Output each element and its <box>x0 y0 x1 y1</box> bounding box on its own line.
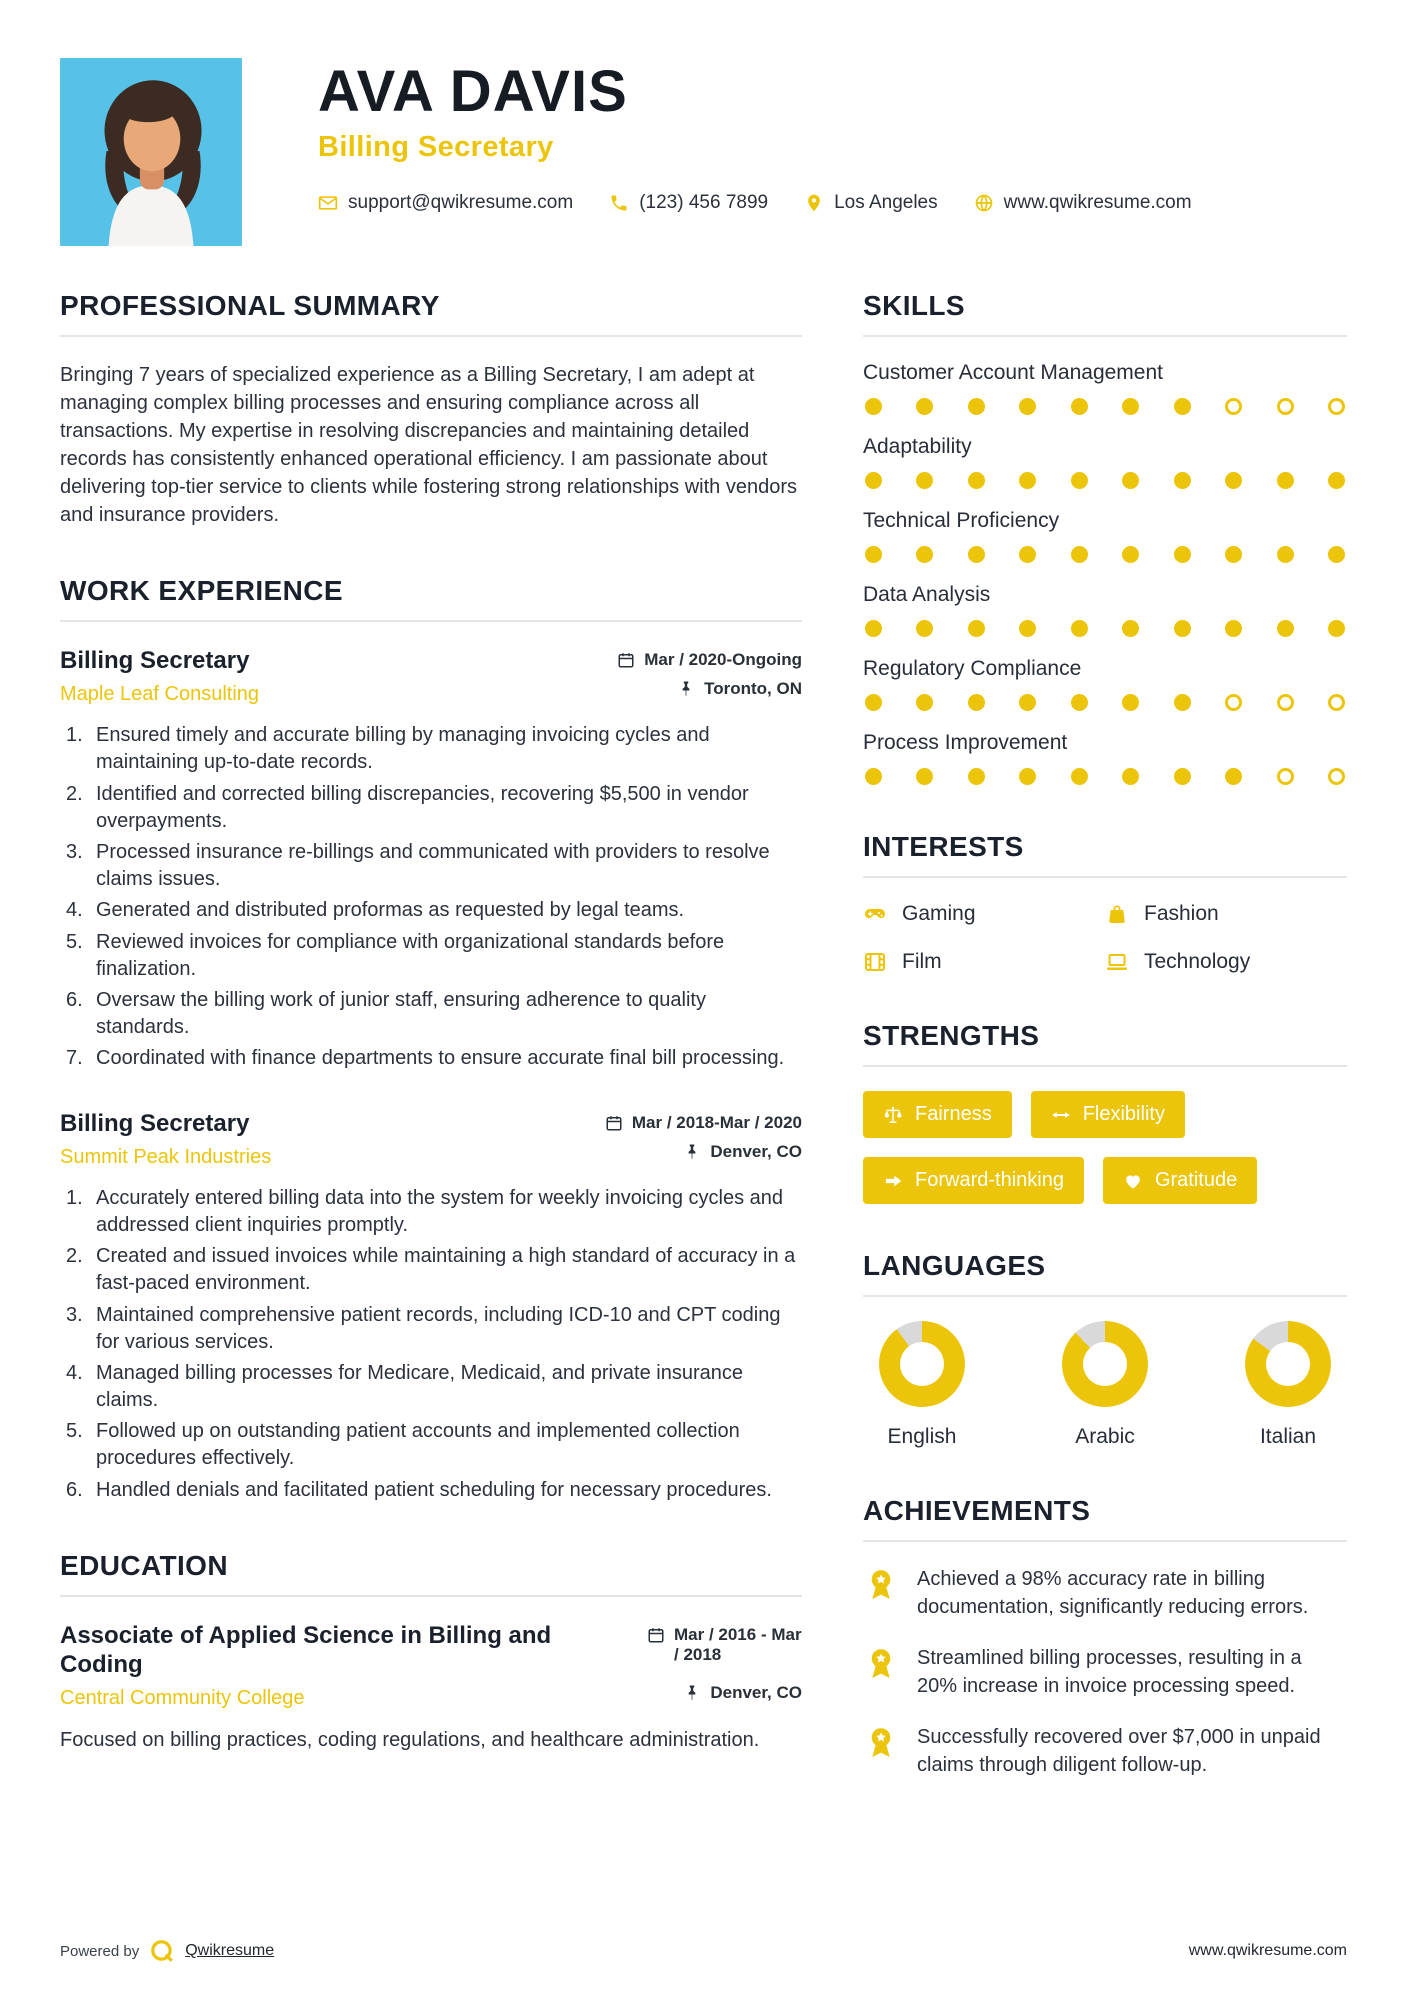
skill-dot-empty <box>1225 398 1242 415</box>
skill-dot-filled <box>1225 620 1242 637</box>
job-bullet: Ensured timely and accurate billing by managing invoicing cycles and maintaining up-to-date records. <box>96 724 710 774</box>
job-bullet: Coordinated with finance departments to ensure accurate final bill processing. <box>96 1047 785 1070</box>
footer <box>60 1938 1347 1964</box>
skill-dot-filled <box>1174 620 1191 637</box>
profile-photo-illustration <box>60 58 242 246</box>
interest-label: Technology <box>1144 950 1251 973</box>
header <box>0 0 1407 246</box>
qwikresume-logo-icon <box>149 1938 175 1964</box>
skill-dot-filled <box>1174 472 1191 489</box>
skill-dot-filled <box>1328 546 1345 563</box>
pushpin-icon <box>683 1684 701 1702</box>
education-degree: Associate of Applied Science in Billing and Coding <box>60 1621 552 1679</box>
location-icon <box>804 193 824 213</box>
skill-dot-filled <box>865 768 882 785</box>
identity-block <box>318 58 1192 214</box>
job-bullet: Accurately entered billing data into the system for weekly invoicing cycles and addressed client inquiries promptly. <box>96 1186 784 1236</box>
contact-phone-text: (123) 456 7899 <box>639 191 769 213</box>
section-professional-summary <box>60 290 802 529</box>
skill-item <box>863 435 1347 489</box>
skill-dot-empty <box>1277 398 1294 415</box>
skill-dot-empty <box>1328 398 1345 415</box>
job-bullet: Created and issued invoices while maintaining a high standard of accuracy in a fast-paced environment. <box>96 1245 796 1295</box>
summary-heading: PROFESSIONAL SUMMARY <box>60 290 440 321</box>
job-dates-text: Mar / 2020-Ongoing <box>644 650 802 669</box>
skill-dot-filled <box>1174 768 1191 785</box>
job-bullet-list <box>60 1185 802 1504</box>
skill-rating <box>865 694 1345 711</box>
contact-row <box>318 192 1192 214</box>
skill-dot-filled <box>1277 472 1294 489</box>
footer-site-link[interactable]: www.qwikresume.com <box>1188 1942 1347 1959</box>
skill-dot-filled <box>1122 620 1139 637</box>
skill-dot-filled <box>865 472 882 489</box>
contact-location[interactable] <box>804 192 938 214</box>
languages-heading: LANGUAGES <box>863 1250 1046 1281</box>
languages-list <box>863 1321 1347 1449</box>
job-entry-2 <box>60 1109 802 1504</box>
skill-dot-filled <box>1122 398 1139 415</box>
skill-name: Adaptability <box>863 435 972 458</box>
interest-label: Film <box>902 950 942 973</box>
right-column <box>863 290 1347 1826</box>
interest-technology <box>1105 950 1347 974</box>
left-column <box>60 290 802 1826</box>
skill-dot-filled <box>1071 546 1088 563</box>
language-arabic <box>1062 1321 1148 1449</box>
gamepad-icon <box>863 902 887 926</box>
contact-phone[interactable] <box>609 192 768 214</box>
job-bullet-list <box>60 722 802 1072</box>
skill-item <box>863 583 1347 637</box>
job-bullet: Managed billing processes for Medicare, Medicaid, and private insurance claims. <box>96 1361 744 1412</box>
skill-item <box>863 361 1347 415</box>
interest-label: Gaming <box>902 902 976 925</box>
scales-icon <box>883 1105 903 1125</box>
skill-dot-empty <box>1225 694 1242 711</box>
job-location <box>677 679 802 699</box>
skill-dot-filled <box>1019 472 1036 489</box>
skill-dot-filled <box>1122 694 1139 711</box>
education-heading: EDUCATION <box>60 1549 228 1581</box>
skill-dot-empty <box>1277 768 1294 785</box>
skill-dot-filled <box>968 694 985 711</box>
skill-dot-filled <box>968 472 985 489</box>
skill-dot-filled <box>865 546 882 563</box>
skill-dot-filled <box>1019 694 1036 711</box>
language-italian <box>1245 1321 1331 1449</box>
candidate-name: AVA DAVIS <box>318 59 628 124</box>
interest-label: Fashion <box>1144 902 1219 925</box>
achievement-text: Streamlined billing processes, resulting in a 20% increase in invoice processing speed. <box>917 1647 1302 1697</box>
skill-dot-filled <box>1225 546 1242 563</box>
skill-dot-empty <box>1328 768 1345 785</box>
skill-rating <box>865 768 1345 785</box>
job-bullet: Handled denials and facilitated patient scheduling for necessary procedures. <box>96 1478 772 1501</box>
job-location-text: Denver, CO <box>710 1141 802 1161</box>
skill-name: Process Improvement <box>863 731 1068 754</box>
skill-dot-filled <box>968 620 985 637</box>
email-icon <box>318 193 338 213</box>
content-columns <box>0 290 1407 1826</box>
skill-dot-filled <box>1174 398 1191 415</box>
section-divider <box>863 1065 1347 1067</box>
pushpin-icon <box>683 1143 701 1161</box>
section-education <box>60 1550 802 1755</box>
section-divider <box>863 876 1347 878</box>
section-skills <box>863 290 1347 785</box>
skill-rating <box>865 398 1345 415</box>
section-divider <box>60 335 802 337</box>
contact-email-text: support@qwikresume.com <box>348 191 574 213</box>
calendar-icon <box>617 651 635 669</box>
section-divider <box>863 335 1347 337</box>
profile-photo <box>60 58 242 246</box>
job-location <box>683 1142 802 1162</box>
strength-label: Gratitude <box>1154 1169 1238 1191</box>
language-donut-chart <box>1245 1321 1331 1407</box>
job-company: Summit Peak Industries <box>60 1145 272 1168</box>
achievement-item <box>863 1645 1347 1700</box>
skill-dot-filled <box>916 546 933 563</box>
education-dates <box>647 1625 802 1665</box>
contact-email[interactable] <box>318 192 573 214</box>
skill-dot-filled <box>1071 768 1088 785</box>
skill-dot-filled <box>1071 472 1088 489</box>
skill-dot-filled <box>916 768 933 785</box>
strength-label: Fairness <box>915 1103 992 1125</box>
strength-flexibility <box>1031 1091 1185 1138</box>
contact-website[interactable] <box>974 192 1192 214</box>
skill-dot-filled <box>1019 768 1036 785</box>
job-dates <box>605 1113 802 1133</box>
interest-fashion <box>1105 902 1347 926</box>
skill-rating <box>865 546 1345 563</box>
skill-dot-filled <box>865 694 882 711</box>
section-divider <box>863 1295 1347 1297</box>
section-languages <box>863 1250 1347 1449</box>
achievements-heading: ACHIEVEMENTS <box>863 1495 1091 1526</box>
strength-fairness <box>863 1091 1012 1138</box>
skills-heading: SKILLS <box>863 290 965 321</box>
skill-name: Technical Proficiency <box>863 509 1060 532</box>
language-name: Italian <box>1259 1425 1317 1448</box>
skill-dot-filled <box>1019 620 1036 637</box>
handbag-icon <box>1105 902 1129 926</box>
achievement-text: Successfully recovered over $7,000 in unpaid claims through diligent follow-up. <box>917 1726 1321 1776</box>
section-interests <box>863 831 1347 974</box>
pushpin-icon <box>677 680 695 698</box>
section-divider <box>60 620 802 622</box>
skill-dot-filled <box>916 472 933 489</box>
award-icon <box>863 1724 899 1760</box>
award-icon <box>863 1645 899 1681</box>
skill-dot-filled <box>1071 694 1088 711</box>
work-heading: WORK EXPERIENCE <box>60 575 343 606</box>
education-entry <box>60 1621 802 1755</box>
language-donut-chart <box>1062 1321 1148 1407</box>
qwikresume-link[interactable]: Qwikresume <box>185 1942 275 1959</box>
skill-item <box>863 731 1347 785</box>
strength-forward-thinking <box>863 1157 1084 1204</box>
skill-dot-filled <box>968 546 985 563</box>
section-divider <box>863 1540 1347 1542</box>
job-title: Billing Secretary <box>60 1109 250 1137</box>
skill-dot-filled <box>916 694 933 711</box>
job-bullet: Oversaw the billing work of junior staff, ensuring adherence to quality standards. <box>96 988 706 1039</box>
skill-dot-filled <box>1328 620 1345 637</box>
job-company: Maple Leaf Consulting <box>60 683 260 706</box>
skill-dot-filled <box>1122 768 1139 785</box>
job-bullet: Processed insurance re-billings and communicated with providers to resolve claims issues. <box>96 841 770 891</box>
calendar-icon <box>605 1114 623 1132</box>
education-location <box>683 1683 802 1703</box>
arrow-right-icon <box>883 1171 903 1191</box>
globe-icon <box>974 193 994 213</box>
strength-label: Flexibility <box>1082 1103 1165 1125</box>
skill-dot-filled <box>1122 546 1139 563</box>
strength-gratitude <box>1103 1157 1257 1204</box>
education-location-text: Denver, CO <box>710 1683 802 1703</box>
section-achievements <box>863 1495 1347 1780</box>
skill-dot-filled <box>1174 546 1191 563</box>
interests-grid <box>863 902 1347 974</box>
skill-dot-filled <box>1277 620 1294 637</box>
job-dates-text: Mar / 2018-Mar / 2020 <box>631 1112 802 1132</box>
laptop-icon <box>1105 950 1129 974</box>
award-icon <box>863 1566 899 1602</box>
section-work-experience <box>60 575 802 1504</box>
skill-item <box>863 657 1347 711</box>
education-dates-text: Mar / 2016 - Mar / 2018 <box>674 1624 802 1664</box>
language-donut-chart <box>879 1321 965 1407</box>
skill-dot-filled <box>1225 472 1242 489</box>
footer-brand-block <box>60 1938 274 1964</box>
achievement-text: Achieved a 98% accuracy rate in billing documentation, significantly reducing errors. <box>917 1568 1309 1618</box>
job-title: Billing Secretary <box>60 647 250 674</box>
skill-dot-filled <box>1071 620 1088 637</box>
double-arrow-icon <box>1051 1105 1071 1125</box>
skill-dot-filled <box>916 620 933 637</box>
film-icon <box>863 950 887 974</box>
interest-gaming <box>863 902 1105 926</box>
job-bullet: Followed up on outstanding patient accounts and implemented collection procedures effectively. <box>96 1420 740 1470</box>
skill-rating <box>865 472 1345 489</box>
powered-by-label: Powered by <box>60 1942 140 1960</box>
skill-rating <box>865 620 1345 637</box>
strengths-list <box>863 1091 1347 1204</box>
job-dates <box>617 650 802 670</box>
skill-dot-filled <box>968 398 985 415</box>
job-location-text: Toronto, ON <box>704 679 802 699</box>
skill-dot-filled <box>968 768 985 785</box>
candidate-title: Billing Secretary <box>318 130 554 163</box>
strength-label: Forward-thinking <box>915 1169 1064 1191</box>
section-divider <box>60 1595 802 1597</box>
skill-item <box>863 509 1347 563</box>
calendar-icon <box>647 1626 665 1644</box>
skill-dot-filled <box>1019 546 1036 563</box>
job-bullet: Maintained comprehensive patient records, including ICD-10 and CPT coding for various services. <box>96 1303 781 1353</box>
skill-dot-filled <box>1328 472 1345 489</box>
skill-dot-filled <box>1225 768 1242 785</box>
heart-icon <box>1123 1171 1143 1191</box>
job-bullet: Reviewed invoices for compliance with organizational standards before finalization. <box>96 930 725 980</box>
skill-dot-empty <box>1328 694 1345 711</box>
section-strengths <box>863 1020 1347 1204</box>
summary-text: Bringing 7 years of specialized experience as a Billing Secretary, I am adept at managing complex billing processes and ensuring compliance across all transactions. My expertise in resolving discrepancies and maintaining detailed records has consistently enhanced operational efficiency. I am passionate about delivering top-tier service to clients while fostering strong relationships with vendors and insurance providers. <box>60 364 798 526</box>
skill-name: Regulatory Compliance <box>863 657 1082 680</box>
strengths-heading: STRENGTHS <box>863 1020 1040 1051</box>
achievement-item <box>863 1724 1347 1779</box>
job-bullet: Identified and corrected billing discrepancies, recovering $5,500 in vendor overpayments. <box>96 782 749 832</box>
education-school: Central Community College <box>60 1687 305 1710</box>
skill-dot-filled <box>1122 472 1139 489</box>
language-name: English <box>887 1425 957 1448</box>
language-name: Arabic <box>1075 1425 1135 1448</box>
skill-dot-filled <box>1071 398 1088 415</box>
skill-dot-filled <box>1019 398 1036 415</box>
phone-icon <box>609 193 629 213</box>
skill-name: Data Analysis <box>863 583 991 606</box>
interest-film <box>863 950 1105 974</box>
language-english <box>879 1321 965 1449</box>
achievement-item <box>863 1566 1347 1621</box>
skill-dot-filled <box>916 398 933 415</box>
skill-dot-filled <box>1174 694 1191 711</box>
contact-website-text: www.qwikresume.com <box>1003 191 1192 213</box>
interests-heading: INTERESTS <box>863 831 1024 862</box>
skill-dot-filled <box>1277 546 1294 563</box>
education-description: Focused on billing practices, coding regulations, and healthcare administration. <box>60 1729 760 1752</box>
job-bullet: Generated and distributed proformas as requested by legal teams. <box>96 899 685 922</box>
skill-name: Customer Account Management <box>863 361 1163 384</box>
skill-dot-filled <box>865 398 882 415</box>
job-entry-1 <box>60 646 802 1073</box>
contact-location-text: Los Angeles <box>834 191 938 213</box>
skill-dot-empty <box>1277 694 1294 711</box>
skill-dot-filled <box>865 620 882 637</box>
